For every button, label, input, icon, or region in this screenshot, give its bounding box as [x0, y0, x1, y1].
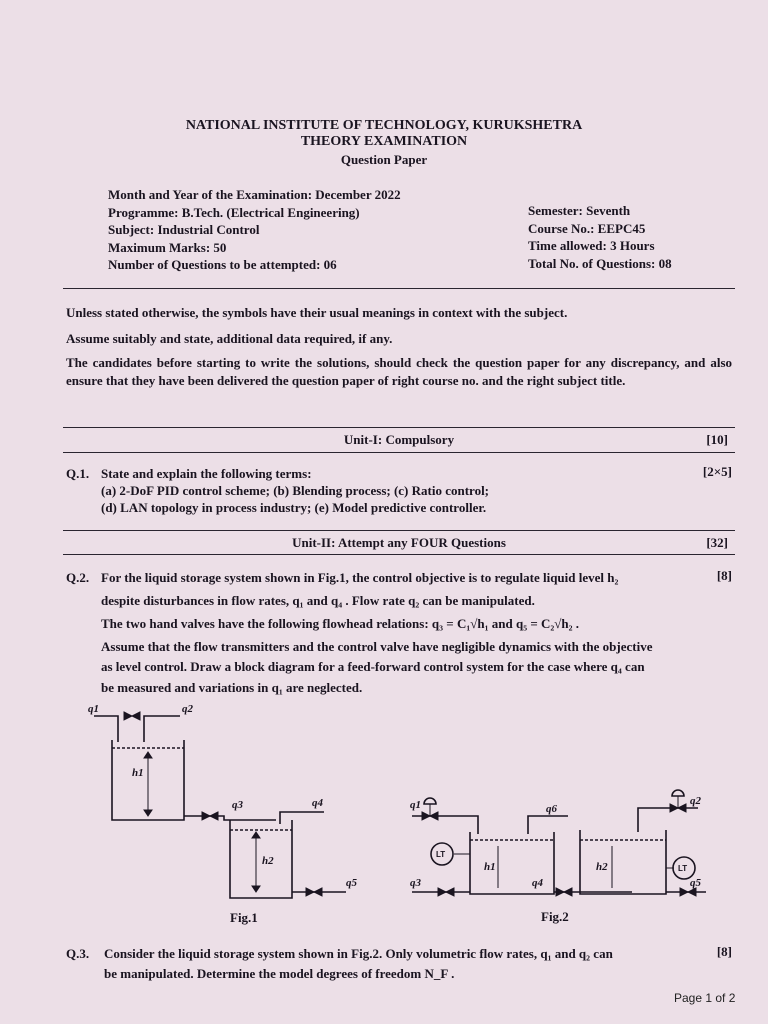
fig2-label-q6: q6 [546, 803, 557, 815]
fig2-label-h2: h2 [596, 861, 608, 873]
fig1-label-h2: h2 [262, 855, 274, 867]
q3-line-2: be manipulated. Determine the model degrees of freedom N_F . [104, 966, 455, 981]
instruction-1: Unless stated otherwise, the symbols have their usual meanings in context with the subject. [66, 305, 568, 320]
divider [63, 554, 735, 555]
subject: Subject: Industrial Control [108, 222, 260, 237]
divider [63, 530, 735, 531]
q1-number: Q.1. [66, 466, 90, 481]
exam-info-right [528, 202, 672, 272]
course-number: Course No.: EEPC45 [528, 220, 646, 236]
unit-2-title: Unit-II: Attempt any FOUR Questions [292, 535, 506, 550]
fig2-label-q1: q1 [410, 799, 421, 811]
fig1-label-q5: q5 [346, 877, 357, 889]
exam-title: THEORY EXAMINATION [300, 134, 468, 149]
page-number: Page 1 of 2 [674, 991, 736, 1005]
q2-line-4: Assume that the flow transmitters and the control valve have negligible dynamics with the objective [101, 639, 653, 654]
fig1-label-q3: q3 [232, 799, 243, 811]
divider [63, 427, 735, 428]
q2-line-2: despite disturbances in flow rates, q₁ and q₄ . Flow rate q₂ can be manipulated. [101, 593, 535, 608]
q2-line-1: For the liquid storage system shown in Fig.1, the control objective is to regulate liquid level h₂ [101, 570, 619, 585]
divider [63, 452, 735, 453]
figure-2-caption: Fig.2 [541, 909, 569, 924]
tank-2 [230, 820, 292, 898]
fig2-level-transmitter-2: LT [678, 864, 688, 873]
figure-1-diagram [84, 702, 374, 912]
q1-marks: [2×5] [702, 464, 732, 479]
instruction-2: Assume suitably and state, additional data required, if any. [66, 331, 393, 346]
semester: Semester: Seventh [528, 203, 631, 218]
instruction-3: The candidates before starting to write the solutions, should check the question paper for any discrepancy, and also ensure that they have been delivered the question paper of right course no. and the right subject title. [66, 355, 732, 388]
fig1-label-q4: q4 [312, 797, 323, 809]
q3-marks: [8] [716, 944, 732, 959]
maximum-marks: Maximum Marks: 50 [108, 239, 227, 255]
fig1-label-q1: q1 [88, 703, 99, 715]
unit-2-marks: [32] [706, 535, 728, 550]
fig2-label-q2: q2 [690, 795, 701, 807]
paper-type: Question Paper [340, 152, 428, 167]
unit-1-marks: [10] [706, 432, 728, 447]
questions-to-attempt: Number of Questions to be attempted: 06 [108, 257, 337, 272]
q1-terms-line-1: (a) 2-DoF PID control scheme; (b) Blending process; (c) Ratio control; [101, 483, 490, 498]
time-allowed: Time allowed: 3 Hours [528, 238, 655, 253]
total-questions: Total No. of Questions: 08 [528, 255, 672, 271]
exam-month-year: Month and Year of the Examination: December 2022 [108, 187, 401, 202]
fig2-label-q5: q5 [690, 877, 701, 889]
fig1-label-h1: h1 [132, 767, 144, 779]
q2-line-5: as level control. Draw a block diagram for a feed-forward control system for the case where q₄ can [101, 659, 645, 674]
divider [63, 288, 735, 289]
fig2-label-h1: h1 [484, 861, 496, 873]
q1-terms-line-2: (d) LAN topology in process industry; (e) Model predictive controller. [101, 500, 487, 515]
fig1-label-q2: q2 [182, 703, 193, 715]
q3-line-1: Consider the liquid storage system shown in Fig.2. Only volumetric flow rates, q₁ and q₂ can [104, 946, 613, 961]
programme: Programme: B.Tech. (Electrical Engineering) [108, 204, 360, 220]
q3-number: Q.3. [66, 946, 90, 961]
unit-1-title: Unit-I: Compulsory [343, 432, 455, 447]
institute-name: NATIONAL INSTITUTE OF TECHNOLOGY, KURUKSHETRA [185, 118, 583, 133]
q2-marks: [8] [716, 568, 732, 583]
q2-line-6: be measured and variations in q₁ are neglected. [101, 680, 363, 695]
q1-text: State and explain the following terms: [101, 466, 312, 481]
figure-2-diagram [408, 770, 708, 900]
q2-number: Q.2. [66, 570, 90, 585]
q2-line-3: The two hand valves have the following flowhead relations: q₃ = C₁√h₁ and q₅ = C₂√h₂ . [101, 616, 580, 631]
exam-info-left [108, 186, 401, 274]
fig2-level-transmitter-1: LT [436, 850, 446, 859]
fig2-label-q4: q4 [532, 877, 543, 889]
fig2-label-q3: q3 [410, 877, 421, 889]
figure-1-caption: Fig.1 [230, 910, 258, 925]
